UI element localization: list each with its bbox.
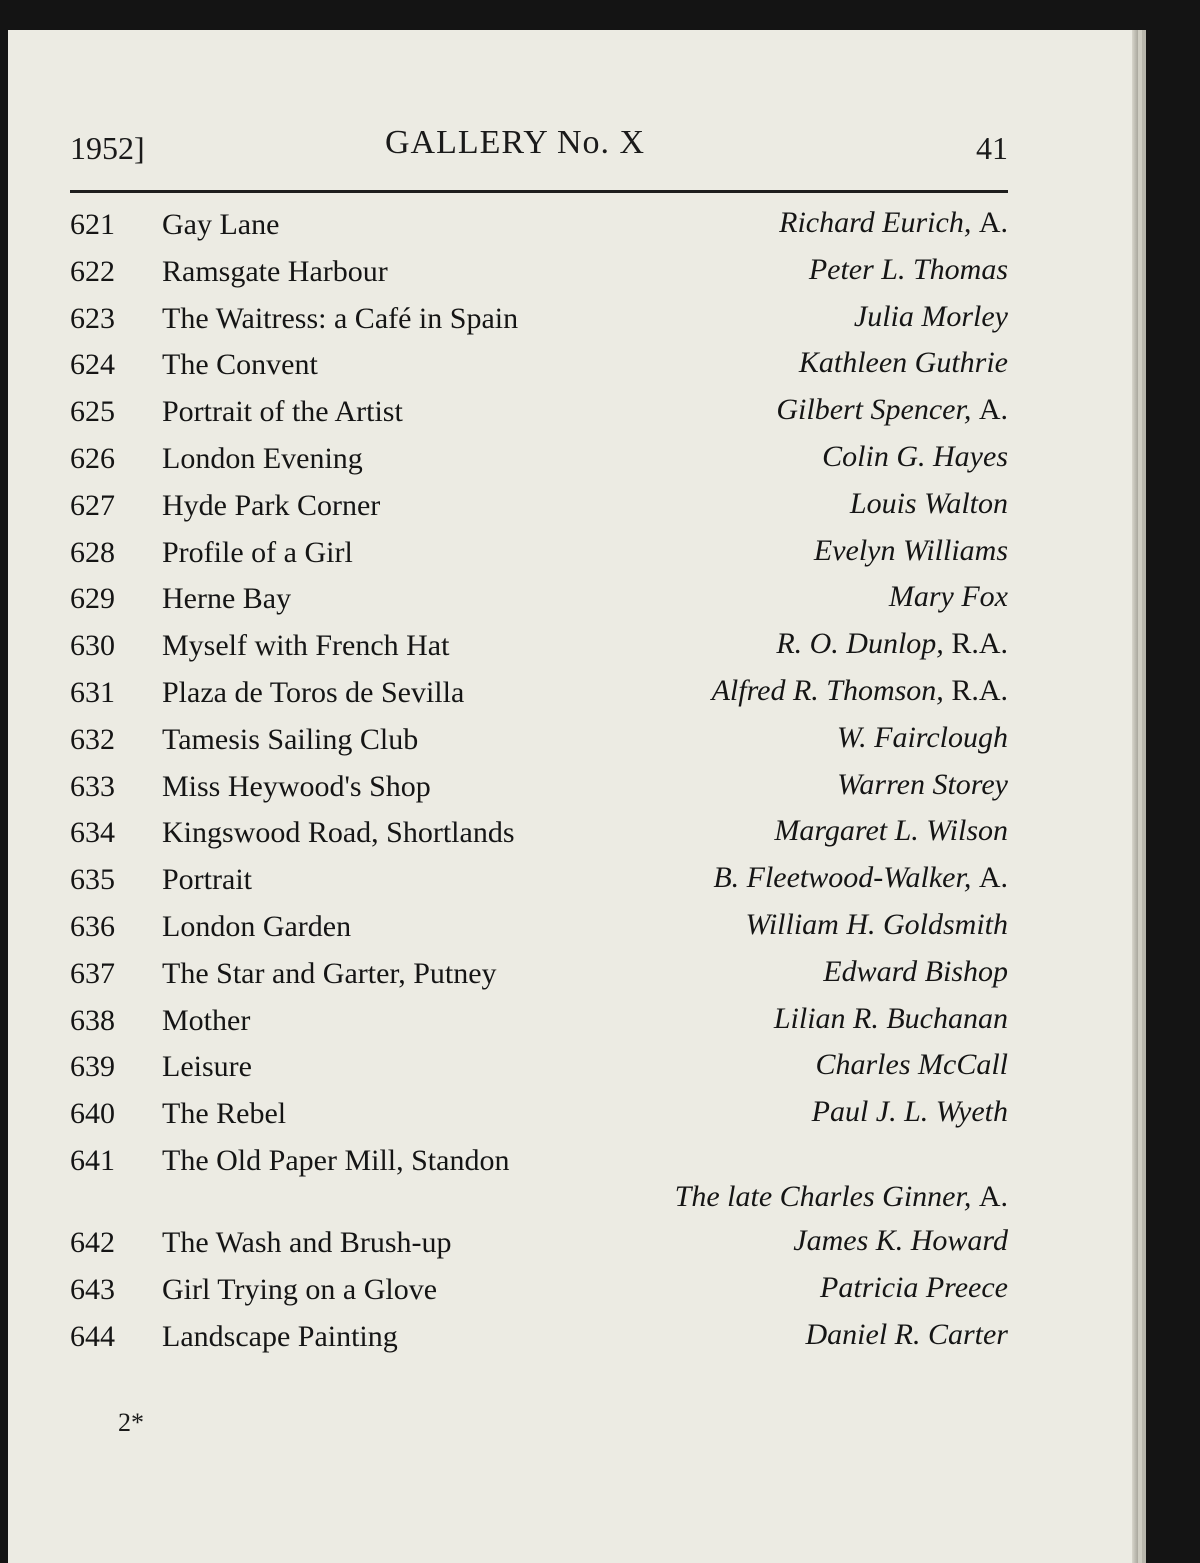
entry-title: Herne Bay <box>162 582 292 616</box>
entry-artist: Kathleen Guthrie <box>798 346 1008 380</box>
entry-row <box>70 668 1008 715</box>
entry-number: 631 <box>70 675 115 709</box>
entry-number: 641 <box>70 1143 115 1177</box>
signature-mark: 2* <box>118 1408 144 1437</box>
entry-title: The Convent <box>162 348 318 382</box>
entry-number: 640 <box>70 1097 115 1131</box>
entry-number: 633 <box>70 769 115 803</box>
entry-title: Tamesis Sailing Club <box>162 722 419 756</box>
entry-artist: Julia Morley <box>853 299 1008 333</box>
entry-row <box>70 1312 1008 1359</box>
entry-number: 629 <box>70 582 115 616</box>
entry-title: Mother <box>162 1003 251 1037</box>
entry-number: 624 <box>70 348 115 382</box>
entry-row <box>70 340 1008 387</box>
entry-title: Leisure <box>162 1050 252 1084</box>
entry-list <box>70 200 1008 1358</box>
entry-number: 644 <box>70 1319 115 1353</box>
entry-artist: Louis Walton <box>849 486 1008 520</box>
entry-number: 632 <box>70 722 115 756</box>
entry-artist: Peter L. Thomas <box>808 252 1008 286</box>
entry-number: 642 <box>70 1225 115 1259</box>
header-year: 1952] <box>70 130 145 166</box>
entry-number: 630 <box>70 629 115 663</box>
entry-title: London Evening <box>162 441 363 475</box>
entry-number: 634 <box>70 816 115 850</box>
entry-row <box>70 902 1008 949</box>
entry-row <box>70 294 1008 341</box>
entry-title: The Wash and Brush-up <box>162 1225 452 1259</box>
entry-artist: Alfred R. Thomson, R.A. <box>711 673 1008 707</box>
entry-title: Plaza de Toros de Sevilla <box>162 675 465 709</box>
entry-title: Portrait of the Artist <box>162 395 403 429</box>
entry-artist: Margaret L. Wilson <box>774 814 1008 848</box>
entry-artist: Evelyn Williams <box>813 533 1008 567</box>
entry-artist: Edward Bishop <box>823 954 1008 988</box>
entry-row <box>70 247 1008 294</box>
entry-row <box>70 528 1008 575</box>
entry-artist: Richard Eurich, A. <box>779 206 1008 239</box>
entry-artist: B. Fleetwood-Walker, A. <box>713 861 1008 895</box>
entry-title: Landscape Painting <box>162 1319 398 1353</box>
entry-number: 625 <box>70 395 115 429</box>
entry-artist: Paul J. L. Wyeth <box>811 1095 1008 1129</box>
entry-number: 637 <box>70 956 115 990</box>
entry-title: The Star and Garter, Putney <box>162 956 497 990</box>
entry-row <box>70 1042 1008 1089</box>
catalogue-page <box>8 30 1138 1563</box>
entry-number: 643 <box>70 1272 115 1306</box>
entry-number: 628 <box>70 535 115 569</box>
entry-artist: R. O. Dunlop, R.A. <box>776 627 1008 661</box>
entry-row <box>70 715 1008 762</box>
entry-row <box>70 1089 1008 1136</box>
entry-artist: Charles McCall <box>815 1048 1008 1082</box>
entry-row <box>70 762 1008 809</box>
entry-artist: Mary Fox <box>888 580 1008 614</box>
entry-title: Girl Trying on a Glove <box>162 1272 438 1306</box>
entry-title: Gay Lane <box>162 208 280 241</box>
entry-title: Miss Heywood's Shop <box>162 769 431 803</box>
entry-row <box>70 574 1008 621</box>
entry-number: 626 <box>70 441 115 475</box>
entry-number: 622 <box>70 254 115 288</box>
entry-row <box>70 434 1008 481</box>
entry-artist: W. Fairclough <box>836 720 1008 754</box>
entry-row <box>70 1136 1008 1218</box>
entry-row <box>70 387 1008 434</box>
entry-artist: Lilian R. Buchanan <box>773 1001 1008 1035</box>
entry-title: London Garden <box>162 909 352 943</box>
entry-title: Hyde Park Corner <box>162 488 381 522</box>
entry-title: The Old Paper Mill, Standon <box>162 1143 510 1177</box>
entry-artist: Daniel R. Carter <box>805 1317 1008 1351</box>
entry-number: 621 <box>70 208 115 241</box>
entry-row <box>70 1218 1008 1265</box>
entry-number: 623 <box>70 301 115 335</box>
entry-title: Myself with French Hat <box>162 629 450 663</box>
entry-row <box>70 855 1008 902</box>
entry-title: Ramsgate Harbour <box>162 254 388 288</box>
entry-row <box>70 808 1008 855</box>
entry-row <box>70 200 1008 247</box>
entry-artist: James K. Howard <box>793 1223 1008 1257</box>
entry-number: 636 <box>70 909 115 943</box>
page-edge <box>1132 30 1138 1563</box>
entry-title: Portrait <box>162 863 252 897</box>
entry-artist: The late Charles Ginner, A. <box>674 1179 1008 1213</box>
entry-artist: Warren Storey <box>837 767 1008 801</box>
entry-title: The Rebel <box>162 1097 287 1131</box>
entry-number: 627 <box>70 488 115 522</box>
entry-row <box>70 996 1008 1043</box>
entry-artist: William H. Goldsmith <box>745 907 1008 941</box>
entry-number: 635 <box>70 863 115 897</box>
entry-title: Profile of a Girl <box>162 535 353 569</box>
entry-artist: Patricia Preece <box>820 1270 1008 1304</box>
header-rule <box>70 190 1008 193</box>
page-number: 41 <box>976 130 1008 166</box>
page-header <box>70 124 1008 190</box>
entry-number: 638 <box>70 1003 115 1037</box>
page-title: GALLERY No. X <box>385 124 646 161</box>
entry-row <box>70 949 1008 996</box>
entry-row <box>70 621 1008 668</box>
entry-number: 639 <box>70 1050 115 1084</box>
entry-artist: Colin G. Hayes <box>822 439 1008 473</box>
entry-title: Kingswood Road, Shortlands <box>162 816 515 850</box>
entry-row <box>70 481 1008 528</box>
entry-title: The Waitress: a Café in Spain <box>162 301 519 335</box>
entry-artist: Gilbert Spencer, A. <box>776 393 1008 427</box>
entry-row <box>70 1265 1008 1312</box>
